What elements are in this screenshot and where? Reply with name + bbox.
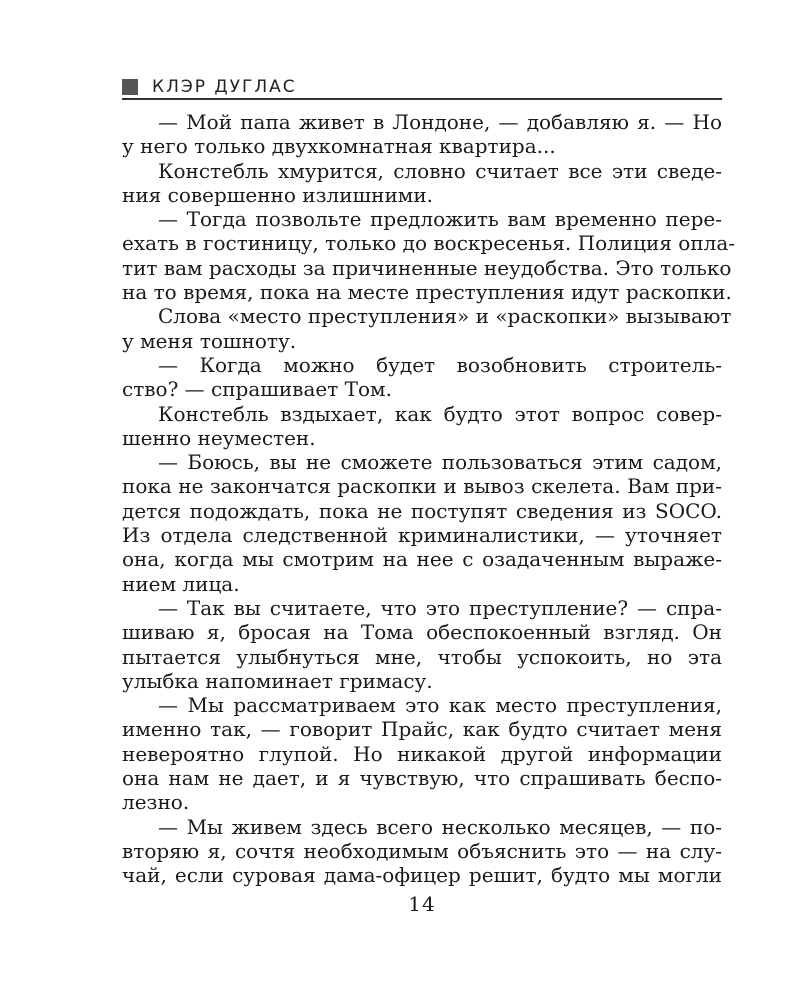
text-line: она нам не дает, и я чувствую, что спрашивать беспо- (122, 766, 722, 791)
text-line: невероятно глупой. Но никакой другой информации (122, 741, 722, 766)
header-author-name: КЛЭР ДУГЛАС (152, 77, 297, 97)
text-line: — Когда можно будет возобновить строитель- (158, 352, 722, 377)
header-square-icon (122, 79, 138, 95)
header-divider (122, 98, 722, 100)
running-header (122, 76, 722, 98)
text-line: у меня тошноту. (122, 328, 297, 353)
text-line: — Мой папа живет в Лондоне, — добавляю я. — Но (158, 110, 722, 134)
text-line: Из отдела следственной криминалистики, — уточняет (122, 523, 722, 548)
text-line: на то время, пока на месте преступления идут раскопки. (122, 280, 732, 305)
text-line: именно так, — говорит Прайс, как будто считает меня (122, 717, 722, 742)
text-line: пока не закончатся раскопки и вывоз скелета. Вам при- (122, 474, 722, 499)
text-line: у него только двухкомнатная квартира... (122, 134, 556, 159)
text-line: — Так вы считаете, что это преступление? — спра- (158, 595, 722, 620)
page-number: 14 (408, 892, 436, 916)
text-line: шенно неуместен. (122, 425, 316, 450)
text-line: чай, если суровая дама-офицер решит, будто мы могли (122, 863, 722, 888)
text-line: ехать в гостиницу, только до воскресенья. Полиция опла- (122, 231, 736, 256)
text-line: ния совершенно излишними. (122, 182, 434, 207)
text-line: Слова «место преступления» и «раскопки» вызывают (158, 304, 732, 329)
text-line: нием лица. (122, 571, 240, 596)
text-line: — Мы рассматриваем это как место преступления, (158, 693, 722, 718)
text-line: Констебль вздыхает, как будто этот вопрос совер- (158, 401, 722, 426)
text-line: — Мы живем здесь всего несколько месяцев, — по- (158, 814, 722, 839)
text-line: шиваю я, бросая на Тома обеспокоенный взгляд. Он (122, 620, 722, 645)
text-line: лезно. (122, 790, 190, 815)
text-line: она, когда мы смотрим на нее с озадаченным выраже- (122, 547, 722, 572)
text-line: — Боюсь, вы не сможете пользоваться этим садом, (158, 450, 722, 475)
text-line: вторяю я, сочтя необходимым объяснить это — на слу- (122, 838, 722, 863)
text-line: тит вам расходы за причиненные неудобства. Это только (122, 255, 732, 280)
text-line: ство? — спрашивает Том. (122, 377, 392, 402)
text-line: дется подождать, пока не поступят сведения из SOCO. (122, 498, 722, 523)
text-line: Констебль хмурится, словно считает все эти сведе- (158, 158, 722, 183)
text-line: — Тогда позвольте предложить вам временно пере- (158, 207, 722, 232)
text-line: улыбка напоминает гримасу. (122, 668, 433, 693)
body-text (122, 110, 736, 888)
text-line: пытается улыбнуться мне, чтобы успокоить, но эта (122, 644, 722, 669)
